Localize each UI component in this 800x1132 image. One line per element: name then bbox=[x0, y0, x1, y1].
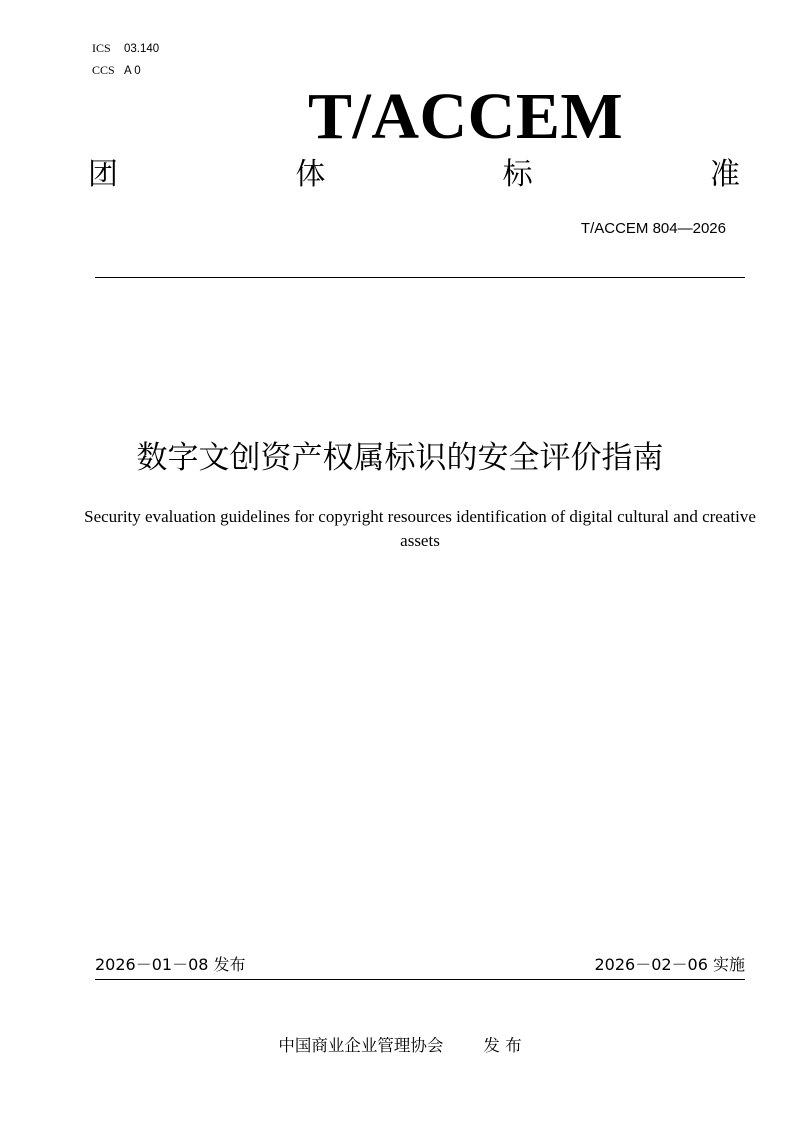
organization-code: T/ACCEM bbox=[308, 80, 624, 153]
ccs-line bbox=[92, 60, 159, 82]
publish-date: 2026－01－08 发布 bbox=[95, 955, 246, 974]
header-divider bbox=[95, 277, 745, 278]
title-chinese: 数字文创资产权属标识的安全评价指南 bbox=[136, 440, 664, 476]
classification-codes bbox=[92, 38, 159, 82]
standard-type-char: 体 bbox=[295, 157, 326, 192]
standard-type-char: 标 bbox=[502, 157, 533, 192]
ics-line bbox=[92, 38, 159, 60]
ics-value: 03.140 bbox=[124, 43, 160, 55]
standard-type-char: 团 bbox=[88, 157, 118, 192]
standard-type bbox=[88, 156, 740, 194]
standard-number: T/ACCEM 804—2026 bbox=[580, 220, 726, 237]
publisher-name: 中国商业企业管理协会 bbox=[278, 1036, 444, 1055]
publisher-line bbox=[150, 1033, 650, 1059]
implement-date: 2026－02－06 实施 bbox=[594, 955, 745, 974]
title-english: Security evaluation guidelines for copyright resources identification of digital cultural and creative assets bbox=[84, 507, 756, 550]
ics-label: ICS bbox=[92, 41, 111, 55]
publish-action: 发 布 bbox=[483, 1036, 522, 1055]
footer-divider bbox=[95, 979, 745, 980]
ccs-value: A 0 bbox=[124, 65, 141, 77]
standard-type-char: 准 bbox=[709, 157, 740, 192]
ccs-label: CCS bbox=[92, 63, 115, 77]
